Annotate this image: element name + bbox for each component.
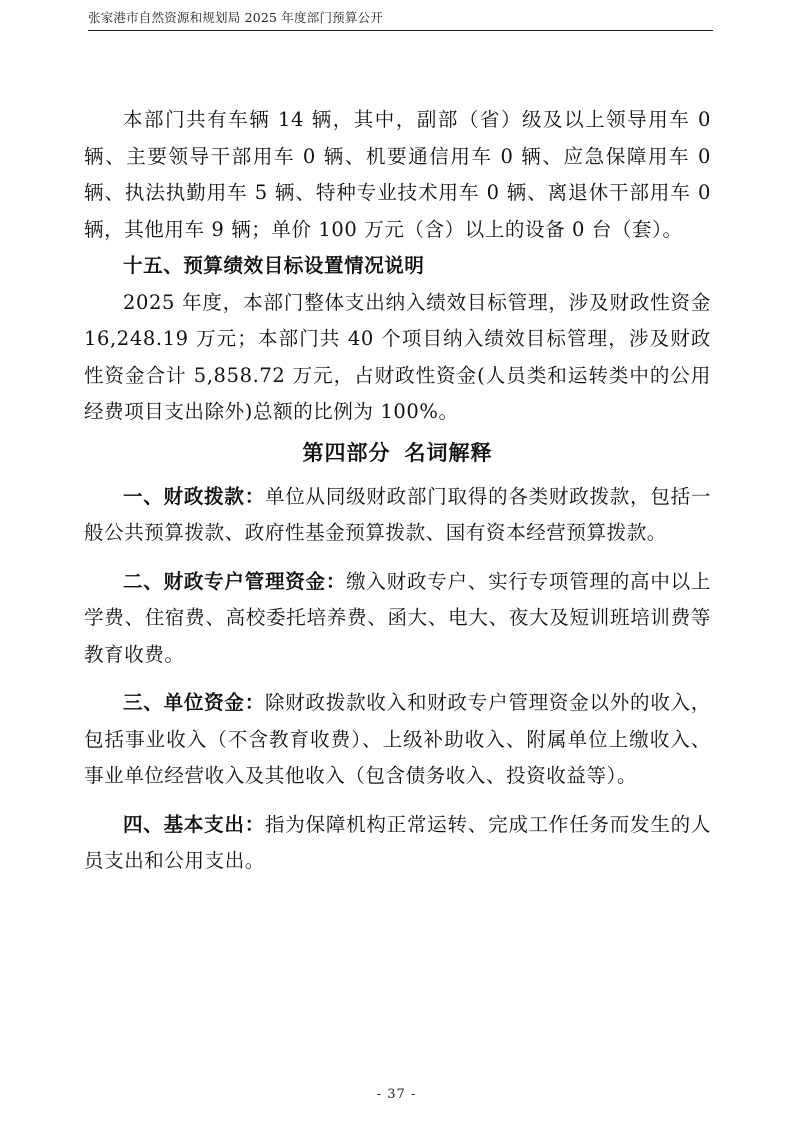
part-4-title-right: 名词解释 — [404, 439, 493, 465]
term-label: 三、单位资金： — [123, 691, 265, 714]
document-body — [84, 102, 711, 892]
section-15-heading: 十五、预算绩效目标设置情况说明 — [123, 254, 425, 277]
part-4-title-left: 第四部分 — [302, 439, 391, 465]
term-definition: 除财政拨款收入和财政专户管理资金以外的收入，包括事业收入（不含教育收费）、上级补助收入、附属单位上缴收入、事业单位经营收入及其他收入（包含债务收入、投资收益等）。 — [84, 691, 712, 787]
part-4-title — [84, 431, 711, 475]
term-label: 二、财政专户管理资金： — [123, 569, 347, 593]
term-paragraph-special-account-funds — [84, 564, 711, 674]
term-definition: 缴入财政专户、实行专项管理的高中以上学费、住宿费、高校委托培养费、函大、电大、夜大及短训班培训费等教育收费。 — [84, 569, 711, 666]
page-number: - 37 - — [376, 1087, 417, 1102]
term-definition: 指为保障机构正常运转、完成工作任务而发生的人员支出和公用支出。 — [84, 812, 712, 872]
term-definition: 单位从同级财政部门取得的各类财政拨款，包括一般公共预算拨款、政府性基金预算拨款、国有资本经营预算拨款。 — [84, 484, 712, 544]
term-label: 一、财政拨款： — [123, 484, 265, 508]
section-15-body: 2025 年度，本部门整体支出纳入绩效目标管理，涉及财政性资金 16,248.19 万元；本部门共 40 个项目纳入绩效目标管理，涉及财政性资金合计 5,858.72 万元，占财政性资金(人员类和运转类中的公用经费项目支出除外)总额的比例为 100%。 — [84, 290, 711, 423]
term-paragraph-unit-funds — [84, 685, 711, 795]
term-label: 四、基本支出： — [123, 812, 265, 836]
header-title: 张家港市自然资源和规划局 2025 年度部门预算公开 — [88, 10, 383, 25]
page-header — [88, 10, 713, 31]
term-paragraph-fiscal-appropriation — [84, 479, 711, 552]
vehicles-paragraph: 本部门共有车辆 14 辆，其中，副部（省）级及以上领导用车 0 辆、主要领导干部用车 0 辆、机要通信用车 0 辆、应急保障用车 0 辆、执法执勤用车 5 辆、特种专业技术用车 0 辆、离退休干部用车 0 辆，其他用车 9 辆；单价 100 万元（含）以上的设备 0 台（套）。 — [84, 108, 711, 241]
term-paragraph-basic-expenditure — [84, 807, 711, 880]
